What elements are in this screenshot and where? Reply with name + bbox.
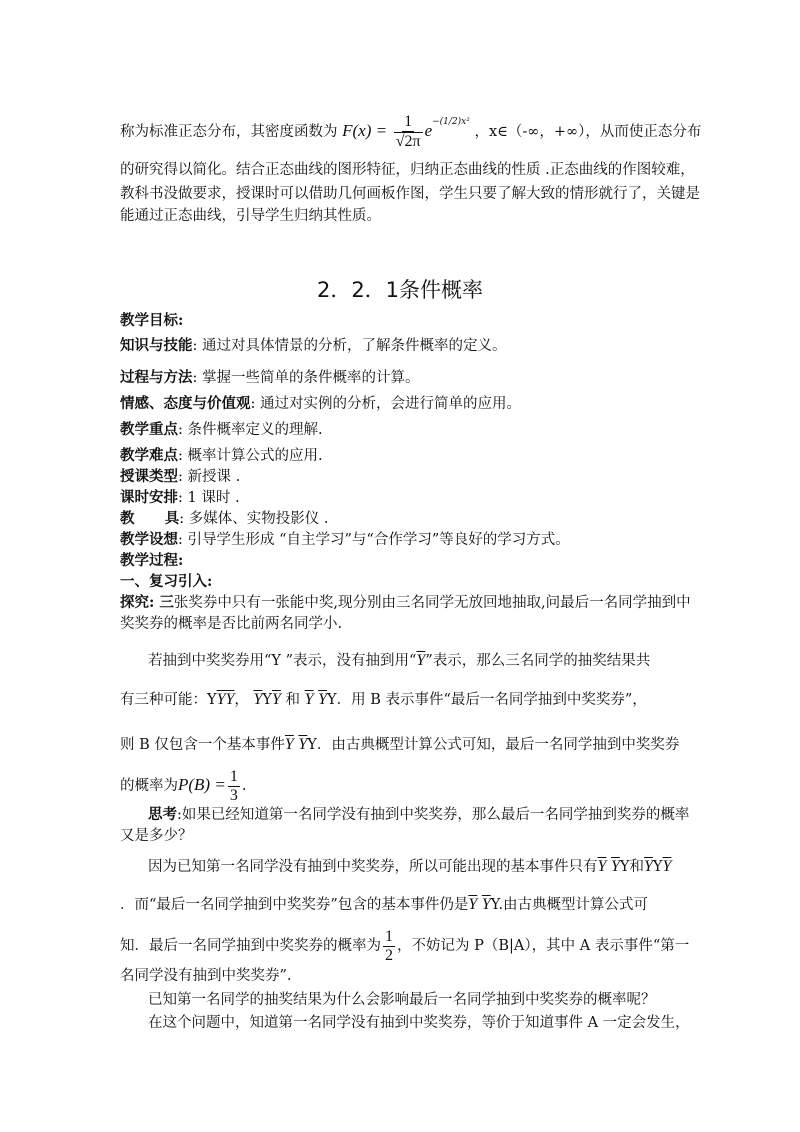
tools-row: [120, 509, 329, 529]
design-label: 教学设想: [120, 531, 178, 548]
y-symbol: Y: [652, 859, 663, 875]
key-point-row: [120, 420, 323, 440]
think-last-line: 在这个问题中，知道第一名同学没有抽到中奖奖券，等价于知道事件 A 一定会发生，: [148, 1015, 690, 1031]
tools-text: : 多媒体、实物投影仪 .: [179, 511, 329, 527]
y-bar-symbol: $\overline{Y}$: [468, 896, 478, 913]
fraction-numerator: 1: [229, 767, 238, 785]
think-para-3: [120, 926, 689, 966]
pb-label: P(B) =: [178, 775, 226, 794]
tp2-text-a: ．而“最后一名同学抽到中奖奖券”包含的基本事件仍是: [120, 897, 469, 913]
goals-heading: [120, 311, 183, 331]
difficulty-label: 教学难点: [120, 447, 178, 464]
p4-text-a: 的概率为: [120, 778, 178, 794]
fraction-numerator: 1: [385, 927, 393, 945]
explore-line-1: [120, 593, 691, 613]
y-symbol: Y: [490, 897, 499, 913]
fraction-numerator: 1: [404, 113, 413, 130]
y-bar-symbol: $\overline{Y}$: [271, 691, 281, 708]
exp-power: −(1/2)x²: [432, 117, 470, 127]
process-text: : 掌握一些简单的条件概率的计算。: [192, 370, 420, 386]
section-title: 2．2．1条件概率: [316, 278, 484, 302]
hours-text: : 1 课时 .: [178, 490, 240, 506]
tools-label: 教 具: [120, 510, 180, 527]
intro-text: 称为标准正态分布，其密度函数为: [120, 124, 338, 140]
process-label: 过程与方法: [120, 369, 193, 386]
p2-and: 和: [285, 692, 300, 708]
process-heading-label: 教学过程:: [120, 552, 184, 569]
intro-domain-text: ，x∈（-∞，+∞），从而使正态分布: [474, 124, 702, 140]
explore-para-4: [120, 765, 246, 806]
one-half-fraction: [383, 928, 395, 965]
tp3-text-b: ，不妨记为 P（B|A），其中 A 表示事件“第一: [397, 938, 690, 954]
intro-line-1: [120, 112, 701, 151]
explore-label: 探究: 三: [120, 594, 174, 611]
y-symbol: Y: [262, 692, 272, 708]
intro-line-2: 的研究得以简化。结合正态曲线的图形特征，归纳正态曲线的性质 .正态曲线的作图较难，: [120, 162, 695, 178]
explore-para-3: [120, 735, 679, 755]
goals-label: 教学目标:: [120, 312, 184, 329]
y-bar-symbol: $\overline{Y}$: [662, 858, 672, 875]
tp1-and: 和: [629, 859, 644, 875]
key-text: : 条件概率定义的理解.: [178, 422, 323, 438]
p1-text-b: ”表示，那么三名同学的抽奖结果共: [425, 653, 651, 669]
think-para-2: [120, 895, 648, 915]
p3-text-b: ．由古典概型计算公式可知，最后一名同学抽到中奖奖券: [316, 737, 680, 753]
lesson-type-row: [120, 467, 240, 487]
p2-comma: ，: [234, 692, 249, 708]
process-method-row: [120, 368, 420, 388]
knowledge-text: : 通过对具体情景的分析，了解条件概率的定义。: [192, 338, 507, 354]
hours-row: [120, 488, 240, 508]
fraction-denominator: 2: [385, 946, 393, 964]
design-text: : 引导学生形成 “自主学习”与“合作学习”等良好的学习方式。: [178, 532, 570, 548]
y-bar-symbol: $\overline{Y}$: [611, 858, 620, 875]
y-bar-symbol: $\overline{Y}$: [216, 691, 226, 708]
y-bar-symbol: $\overline{Y}$: [298, 736, 308, 753]
intro-line-4: 能通过正态曲线，引导学生归纳其性质。: [120, 208, 381, 224]
density-function-label: F(x) =: [342, 121, 388, 140]
y-bar-symbol: $\overline{Y}$: [644, 858, 653, 875]
think-line-1: [148, 805, 689, 825]
tp1-text-a: 因为已知第一名同学没有抽到中奖奖券，所以可能出现的基本事件只有: [148, 859, 598, 875]
process-heading: [120, 551, 183, 571]
emotion-row: [120, 394, 521, 414]
type-label: 授课类型: [120, 468, 178, 485]
y-bar-symbol: $\overline{Y}$: [284, 736, 294, 753]
explore-para-2: [120, 690, 647, 710]
p2-text-a: 有三种可能：Y: [120, 692, 217, 708]
p3-text-a: 则 B 仅包含一个基本事件: [120, 737, 285, 753]
y-bar-symbol: $\overline{Y}$: [253, 691, 263, 708]
fraction-denominator: 3: [229, 786, 238, 804]
think-line-2: 又是多少？: [120, 828, 193, 844]
y-bar-symbol: $\overline{Y}$: [318, 691, 328, 708]
type-text: : 新授课 .: [178, 469, 241, 485]
p2-text-e: ．用 B 表示事件“最后一名同学抽到中奖奖券”，: [336, 692, 647, 708]
one-third-fraction: [228, 768, 240, 805]
hours-label: 课时安排: [120, 489, 178, 506]
emotion-text: : 通过对实例的分析，会进行简单的应用。: [250, 396, 521, 412]
knowledge-label: 知识与技能: [120, 337, 193, 354]
key-label: 教学重点: [120, 421, 178, 438]
think-text: :如果已经知道第一名同学没有抽到中奖奖券，那么最后一名同学抽到奖券的概率: [177, 807, 690, 823]
explore-para-1: [148, 651, 650, 671]
difficulty-text: : 概率计算公式的应用.: [178, 448, 323, 464]
think-para-4: 名同学没有抽到中奖奖券”.: [120, 968, 292, 984]
p1-text-a: 若抽到中奖奖券用“Y ”表示，没有抽到用“: [148, 653, 417, 669]
tp3-text-a: 知．最后一名同学抽到中奖奖券的概率为: [120, 938, 381, 954]
explore-line-2: 奖奖券的概率是否比前两名同学小.: [120, 616, 343, 632]
y-bar-symbol: $\overline{Y}$: [225, 691, 235, 708]
tp2-text-b: .由古典概型计算公式可: [498, 897, 649, 913]
y-bar-symbol: $\overline{Y}$: [416, 652, 426, 669]
knowledge-row: [120, 336, 507, 356]
emotion-label: 情感、态度与价值观: [120, 395, 251, 412]
think-para-1: [148, 857, 671, 877]
explore-text: 张奖券中只有一张能中奖,现分别由三名同学无放回地抽取,问最后一名同学抽到中: [173, 595, 691, 611]
p4-period: .: [241, 778, 247, 794]
exp-base: e: [424, 121, 433, 140]
design-row: [120, 530, 570, 550]
think-question: 已知第一名同学的抽奖结果为什么会影响最后一名同学抽到中奖奖券的概率呢？: [148, 992, 656, 1008]
difficulty-row: [120, 446, 323, 466]
think-label: 思考: [148, 806, 177, 823]
review-heading-label: 一、复习引入:: [120, 573, 213, 590]
y-symbol: Y: [327, 692, 337, 708]
y-symbol: Y: [619, 859, 630, 875]
y-bar-symbol: $\overline{Y}$: [481, 896, 491, 913]
intro-line-3: 教科书没做要求，授课时可以借助几何画板作图，学生只要了解大致的情形就行了，关键是: [120, 186, 700, 202]
y-symbol: Y: [307, 737, 317, 753]
y-bar-symbol: $\overline{Y}$: [304, 691, 314, 708]
y-bar-symbol: $\overline{Y}$: [597, 858, 607, 875]
density-fraction: [394, 113, 423, 151]
review-heading: [120, 572, 212, 592]
fraction-denominator: √2π: [395, 133, 421, 150]
